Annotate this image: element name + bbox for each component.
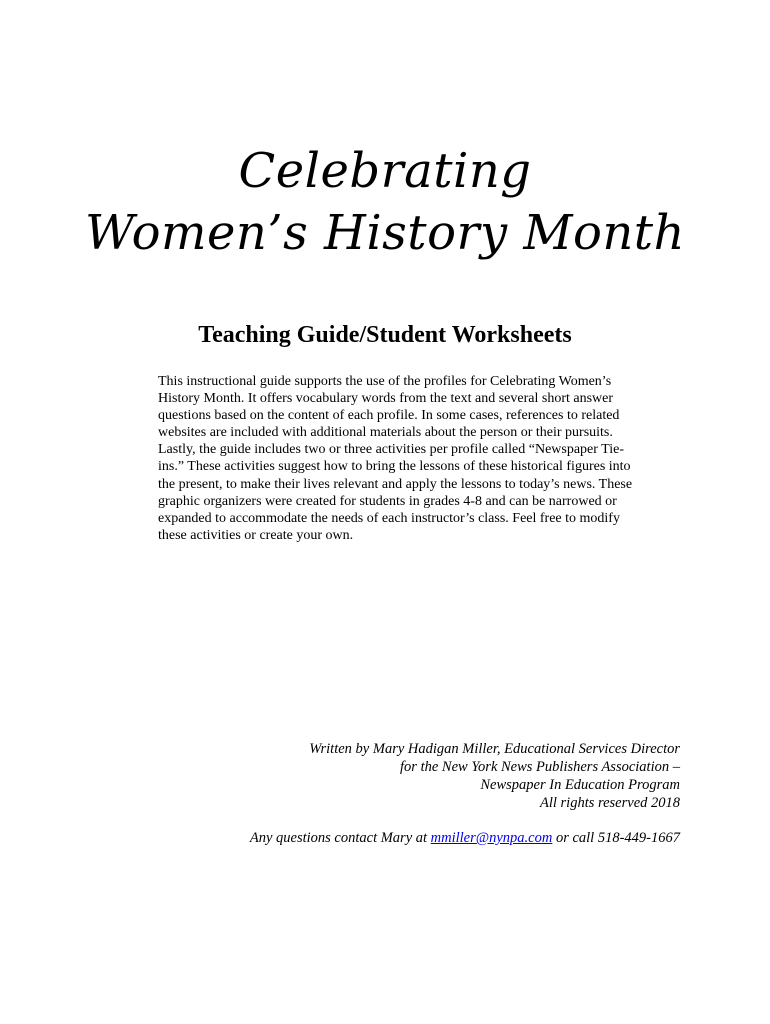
credits-line-2: for the New York News Publishers Association – bbox=[400, 759, 680, 775]
contact-line bbox=[250, 829, 680, 847]
title-line-2: Women’s History Month bbox=[85, 205, 685, 261]
contact-prefix: Any questions contact Mary at bbox=[249, 830, 431, 846]
credits-line-1: Written by Mary Hadigan Miller, Educational Services Director bbox=[309, 741, 680, 757]
contact-suffix: or call 518-449-1667 bbox=[552, 830, 680, 846]
contact-email-link[interactable]: mmiller@nynpa.com bbox=[430, 830, 553, 846]
author-credits bbox=[309, 740, 680, 812]
credits-line-4: All rights reserved 2018 bbox=[539, 795, 680, 811]
document-subtitle: Teaching Guide/Student Worksheets bbox=[198, 322, 572, 348]
document-title bbox=[0, 140, 770, 264]
title-line-1: Celebrating bbox=[238, 143, 532, 199]
intro-paragraph: This instructional guide supports the use of the profiles for Celebrating Women’s History Month. It offers vocabulary words from the text and several short answer questions based on the content of each profile. In some cases, references to related websites are included with additional materials about the person or their pursuits. Lastly, the guide includes two or three activities per profile called “Newspaper Tie-ins.” These activities suggest how to bring the lessons of these historical figures into the present, to make their lives relevant and apply the lessons to today’s news. These graphic organizers were created for students in grades 4-8 and can be narrowed or expanded to accommodate the needs of each instructor’s class. Feel free to modify these activities or create your own. bbox=[158, 374, 633, 543]
credits-line-3: Newspaper In Education Program bbox=[480, 777, 680, 793]
